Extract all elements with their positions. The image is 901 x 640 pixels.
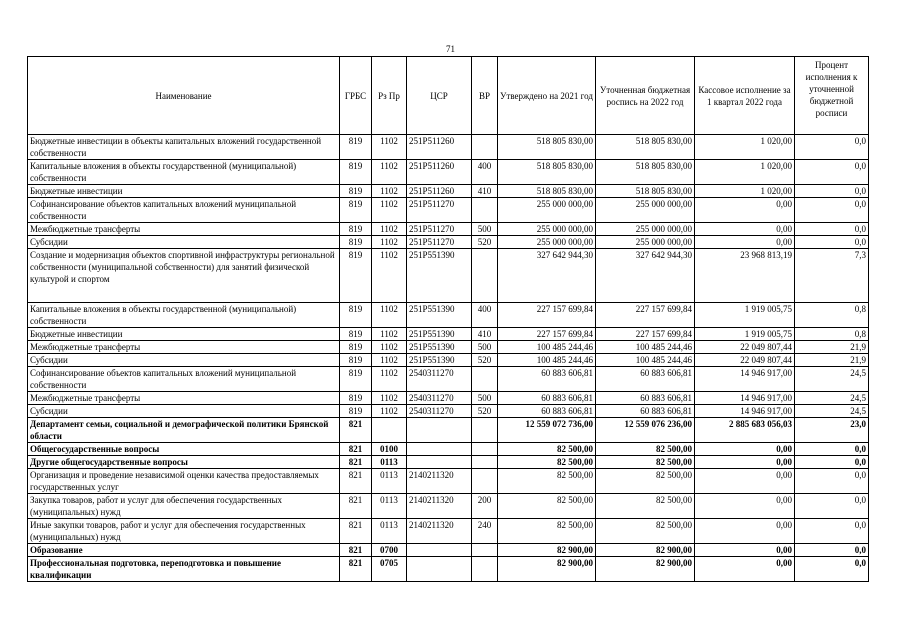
cell-name: Образование xyxy=(28,544,340,557)
cell-percent: 24,5 xyxy=(795,392,869,405)
cell-cash: 1 020,00 xyxy=(695,135,795,160)
cell-grbs: 819 xyxy=(340,198,372,223)
cell-refined: 100 485 244,46 xyxy=(596,354,695,367)
cell-csr: 251P511260 xyxy=(407,185,472,198)
cell-percent: 23,0 xyxy=(795,418,869,443)
cell-cash: 0,00 xyxy=(695,557,795,582)
cell-percent: 0,0 xyxy=(795,198,869,223)
table-row xyxy=(28,367,869,392)
cell-name: Департамент семьи, социальной и демографической политики Брянской области xyxy=(28,418,340,443)
cell-approved: 60 883 606,81 xyxy=(498,367,596,392)
cell-rz-pr: 1102 xyxy=(372,160,407,185)
cell-csr: 251P511260 xyxy=(407,160,472,185)
cell-refined: 227 157 699,84 xyxy=(596,328,695,341)
cell-csr: 251P551390 xyxy=(407,354,472,367)
cell-approved: 82 500,00 xyxy=(498,456,596,469)
cell-percent: 0,0 xyxy=(795,135,869,160)
table-row xyxy=(28,328,869,341)
cell-vr xyxy=(472,443,498,456)
cell-cash: 22 049 807,44 xyxy=(695,341,795,354)
cell-cash: 0,00 xyxy=(695,236,795,249)
cell-refined: 82 500,00 xyxy=(596,469,695,494)
cell-approved: 100 485 244,46 xyxy=(498,354,596,367)
table-row xyxy=(28,557,869,582)
cell-csr: 251P511270 xyxy=(407,198,472,223)
cell-rz-pr: 1102 xyxy=(372,328,407,341)
cell-cash: 1 020,00 xyxy=(695,160,795,185)
cell-rz-pr: 0100 xyxy=(372,443,407,456)
cell-percent: 24,5 xyxy=(795,405,869,418)
cell-cash: 14 946 917,00 xyxy=(695,405,795,418)
cell-vr xyxy=(472,469,498,494)
cell-cash: 1 919 005,75 xyxy=(695,303,795,328)
cell-vr: 520 xyxy=(472,354,498,367)
header-approved: Утверждено на 2021 год xyxy=(498,57,596,135)
cell-rz-pr: 0113 xyxy=(372,519,407,544)
page-number: 71 xyxy=(446,44,455,54)
cell-csr: 2140211320 xyxy=(407,519,472,544)
cell-rz-pr: 1102 xyxy=(372,223,407,236)
cell-approved: 255 000 000,00 xyxy=(498,223,596,236)
cell-approved: 100 485 244,46 xyxy=(498,341,596,354)
cell-csr: 251P551390 xyxy=(407,249,472,303)
table-row xyxy=(28,198,869,223)
cell-grbs: 821 xyxy=(340,456,372,469)
cell-csr: 251P551390 xyxy=(407,303,472,328)
cell-approved: 518 805 830,00 xyxy=(498,160,596,185)
cell-refined: 82 500,00 xyxy=(596,456,695,469)
table-row xyxy=(28,519,869,544)
cell-vr: 410 xyxy=(472,328,498,341)
cell-name: Общегосударственные вопросы xyxy=(28,443,340,456)
cell-grbs: 821 xyxy=(340,494,372,519)
cell-cash: 23 968 813,19 xyxy=(695,249,795,303)
cell-name: Закупка товаров, работ и услуг для обеспечения государственных (муниципальных) нужд xyxy=(28,494,340,519)
cell-name: Бюджетные инвестиции xyxy=(28,185,340,198)
cell-refined: 82 900,00 xyxy=(596,544,695,557)
cell-approved: 82 900,00 xyxy=(498,557,596,582)
cell-name: Софинансирование объектов капитальных вложений муниципальной собственности xyxy=(28,198,340,223)
cell-csr: 251P511270 xyxy=(407,223,472,236)
cell-name: Бюджетные инвестиции в объекты капитальных вложений государственной собственности xyxy=(28,135,340,160)
table-row xyxy=(28,341,869,354)
cell-percent: 0,0 xyxy=(795,185,869,198)
cell-cash: 0,00 xyxy=(695,456,795,469)
cell-cash: 1 919 005,75 xyxy=(695,328,795,341)
cell-csr: 2540311270 xyxy=(407,405,472,418)
cell-vr xyxy=(472,544,498,557)
cell-rz-pr: 1102 xyxy=(372,135,407,160)
cell-refined: 255 000 000,00 xyxy=(596,223,695,236)
cell-grbs: 821 xyxy=(340,469,372,494)
cell-approved: 255 000 000,00 xyxy=(498,198,596,223)
cell-csr xyxy=(407,557,472,582)
cell-cash: 1 020,00 xyxy=(695,185,795,198)
cell-vr xyxy=(472,249,498,303)
cell-csr: 251P511260 xyxy=(407,135,472,160)
cell-refined: 60 883 606,81 xyxy=(596,405,695,418)
header-name: Наименование xyxy=(28,57,340,135)
cell-percent: 0,8 xyxy=(795,303,869,328)
cell-percent: 0,0 xyxy=(795,544,869,557)
cell-grbs: 819 xyxy=(340,236,372,249)
cell-percent: 0,0 xyxy=(795,469,869,494)
cell-vr xyxy=(472,135,498,160)
table-row xyxy=(28,223,869,236)
cell-grbs: 819 xyxy=(340,303,372,328)
cell-name: Межбюджетные трансферты xyxy=(28,392,340,405)
table-row xyxy=(28,418,869,443)
cell-cash: 14 946 917,00 xyxy=(695,392,795,405)
cell-approved: 82 500,00 xyxy=(498,469,596,494)
cell-name: Бюджетные инвестиции xyxy=(28,328,340,341)
cell-refined: 327 642 944,30 xyxy=(596,249,695,303)
cell-refined: 82 500,00 xyxy=(596,443,695,456)
cell-approved: 227 157 699,84 xyxy=(498,303,596,328)
cell-csr xyxy=(407,456,472,469)
cell-refined: 518 805 830,00 xyxy=(596,160,695,185)
cell-approved: 82 500,00 xyxy=(498,494,596,519)
cell-percent: 0,0 xyxy=(795,443,869,456)
cell-vr: 200 xyxy=(472,494,498,519)
table-row xyxy=(28,249,869,303)
cell-percent: 0,0 xyxy=(795,223,869,236)
header-row xyxy=(28,57,869,135)
cell-refined: 255 000 000,00 xyxy=(596,236,695,249)
cell-name: Межбюджетные трансферты xyxy=(28,223,340,236)
cell-refined: 12 559 076 236,00 xyxy=(596,418,695,443)
cell-grbs: 819 xyxy=(340,405,372,418)
cell-grbs: 819 xyxy=(340,354,372,367)
cell-vr: 410 xyxy=(472,185,498,198)
cell-grbs: 819 xyxy=(340,223,372,236)
cell-refined: 82 500,00 xyxy=(596,519,695,544)
table-row xyxy=(28,185,869,198)
cell-approved: 227 157 699,84 xyxy=(498,328,596,341)
table-row xyxy=(28,443,869,456)
cell-csr: 2540311270 xyxy=(407,367,472,392)
cell-cash: 0,00 xyxy=(695,519,795,544)
cell-rz-pr: 0705 xyxy=(372,557,407,582)
header-rz-pr: Рз Пр xyxy=(372,57,407,135)
cell-vr: 520 xyxy=(472,405,498,418)
cell-rz-pr: 0113 xyxy=(372,456,407,469)
cell-csr: 251P551390 xyxy=(407,341,472,354)
cell-approved: 82 500,00 xyxy=(498,443,596,456)
cell-cash: 0,00 xyxy=(695,443,795,456)
header-grbs: ГРБС xyxy=(340,57,372,135)
cell-name: Профессиональная подготовка, переподготовка и повышение квалификации xyxy=(28,557,340,582)
cell-vr: 500 xyxy=(472,341,498,354)
cell-rz-pr: 1102 xyxy=(372,249,407,303)
cell-grbs: 819 xyxy=(340,392,372,405)
cell-grbs: 819 xyxy=(340,367,372,392)
cell-percent: 0,0 xyxy=(795,236,869,249)
cell-csr xyxy=(407,544,472,557)
cell-rz-pr: 0113 xyxy=(372,469,407,494)
cell-name: Капитальные вложения в объекты государственной (муниципальной) собственности xyxy=(28,160,340,185)
cell-rz-pr: 1102 xyxy=(372,367,407,392)
cell-grbs: 819 xyxy=(340,249,372,303)
cell-name: Субсидии xyxy=(28,236,340,249)
cell-name: Создание и модернизация объектов спортивной инфраструктуры региональной собственности (муниципальной собственности) для занятий физической культурой и спортом xyxy=(28,249,340,303)
cell-grbs: 821 xyxy=(340,519,372,544)
cell-rz-pr: 0113 xyxy=(372,494,407,519)
cell-cash: 2 885 683 056,03 xyxy=(695,418,795,443)
cell-csr: 251P511270 xyxy=(407,236,472,249)
cell-csr: 2140211320 xyxy=(407,494,472,519)
table-row xyxy=(28,405,869,418)
table-row xyxy=(28,135,869,160)
cell-rz-pr: 1102 xyxy=(372,185,407,198)
cell-csr: 2540311270 xyxy=(407,392,472,405)
cell-approved: 255 000 000,00 xyxy=(498,236,596,249)
cell-approved: 12 559 072 736,00 xyxy=(498,418,596,443)
cell-grbs: 819 xyxy=(340,328,372,341)
table-row xyxy=(28,544,869,557)
budget-table xyxy=(27,56,869,582)
header-csr: ЦСР xyxy=(407,57,472,135)
cell-name: Софинансирование объектов капитальных вложений муниципальной собственности xyxy=(28,367,340,392)
header-refined: Уточненная бюджетная роспись на 2022 год xyxy=(596,57,695,135)
cell-grbs: 819 xyxy=(340,185,372,198)
cell-cash: 0,00 xyxy=(695,223,795,236)
cell-approved: 60 883 606,81 xyxy=(498,392,596,405)
cell-vr: 240 xyxy=(472,519,498,544)
table-row xyxy=(28,392,869,405)
cell-approved: 60 883 606,81 xyxy=(498,405,596,418)
cell-percent: 7,3 xyxy=(795,249,869,303)
cell-refined: 227 157 699,84 xyxy=(596,303,695,328)
cell-name: Межбюджетные трансферты xyxy=(28,341,340,354)
cell-grbs: 821 xyxy=(340,418,372,443)
table-row xyxy=(28,469,869,494)
cell-percent: 0,8 xyxy=(795,328,869,341)
cell-refined: 518 805 830,00 xyxy=(596,185,695,198)
cell-approved: 518 805 830,00 xyxy=(498,135,596,160)
cell-rz-pr: 1102 xyxy=(372,392,407,405)
cell-grbs: 819 xyxy=(340,160,372,185)
cell-name: Субсидии xyxy=(28,405,340,418)
cell-percent: 0,0 xyxy=(795,456,869,469)
cell-cash: 0,00 xyxy=(695,198,795,223)
cell-grbs: 819 xyxy=(340,135,372,160)
cell-vr: 400 xyxy=(472,303,498,328)
cell-csr: 251P551390 xyxy=(407,328,472,341)
cell-percent: 0,0 xyxy=(795,557,869,582)
cell-approved: 518 805 830,00 xyxy=(498,185,596,198)
cell-refined: 60 883 606,81 xyxy=(596,367,695,392)
cell-rz-pr: 1102 xyxy=(372,198,407,223)
cell-cash: 0,00 xyxy=(695,544,795,557)
cell-percent: 0,0 xyxy=(795,494,869,519)
cell-percent: 21,9 xyxy=(795,341,869,354)
cell-vr: 500 xyxy=(472,223,498,236)
cell-refined: 100 485 244,46 xyxy=(596,341,695,354)
cell-vr xyxy=(472,367,498,392)
cell-grbs: 821 xyxy=(340,557,372,582)
cell-refined: 60 883 606,81 xyxy=(596,392,695,405)
table-body xyxy=(28,135,869,582)
cell-rz-pr: 1102 xyxy=(372,354,407,367)
header-cash: Кассовое исполнение за 1 квартал 2022 года xyxy=(695,57,795,135)
cell-name: Другие общегосударственные вопросы xyxy=(28,456,340,469)
cell-refined: 82 500,00 xyxy=(596,494,695,519)
cell-cash: 0,00 xyxy=(695,469,795,494)
cell-grbs: 821 xyxy=(340,443,372,456)
cell-vr xyxy=(472,198,498,223)
cell-name: Субсидии xyxy=(28,354,340,367)
cell-refined: 518 805 830,00 xyxy=(596,135,695,160)
cell-rz-pr: 1102 xyxy=(372,236,407,249)
cell-csr xyxy=(407,443,472,456)
table-row xyxy=(28,160,869,185)
cell-approved: 82 900,00 xyxy=(498,544,596,557)
cell-cash: 14 946 917,00 xyxy=(695,367,795,392)
table-row xyxy=(28,494,869,519)
cell-percent: 0,0 xyxy=(795,519,869,544)
table-row xyxy=(28,303,869,328)
table-row xyxy=(28,354,869,367)
cell-name: Иные закупки товаров, работ и услуг для обеспечения государственных (муниципальных) нужд xyxy=(28,519,340,544)
cell-vr xyxy=(472,557,498,582)
cell-vr: 500 xyxy=(472,392,498,405)
cell-csr: 2140211320 xyxy=(407,469,472,494)
cell-rz-pr xyxy=(372,418,407,443)
cell-percent: 24,5 xyxy=(795,367,869,392)
cell-vr: 400 xyxy=(472,160,498,185)
cell-percent: 0,0 xyxy=(795,160,869,185)
cell-vr xyxy=(472,418,498,443)
header-percent: Процент исполнения к уточненной бюджетной росписи xyxy=(795,57,869,135)
cell-grbs: 821 xyxy=(340,544,372,557)
cell-rz-pr: 0700 xyxy=(372,544,407,557)
cell-rz-pr: 1102 xyxy=(372,405,407,418)
cell-vr xyxy=(472,456,498,469)
cell-name: Организация и проведение независимой оценки качества предоставляемых государственных услуг xyxy=(28,469,340,494)
table-row xyxy=(28,456,869,469)
cell-name: Капитальные вложения в объекты государственной (муниципальной) собственности xyxy=(28,303,340,328)
cell-grbs: 819 xyxy=(340,341,372,354)
cell-percent: 21,9 xyxy=(795,354,869,367)
cell-vr: 520 xyxy=(472,236,498,249)
cell-cash: 22 049 807,44 xyxy=(695,354,795,367)
cell-refined: 82 900,00 xyxy=(596,557,695,582)
cell-csr xyxy=(407,418,472,443)
cell-approved: 82 500,00 xyxy=(498,519,596,544)
cell-approved: 327 642 944,30 xyxy=(498,249,596,303)
cell-refined: 255 000 000,00 xyxy=(596,198,695,223)
table-row xyxy=(28,236,869,249)
cell-cash: 0,00 xyxy=(695,494,795,519)
header-vr: ВР xyxy=(472,57,498,135)
cell-rz-pr: 1102 xyxy=(372,303,407,328)
cell-rz-pr: 1102 xyxy=(372,341,407,354)
